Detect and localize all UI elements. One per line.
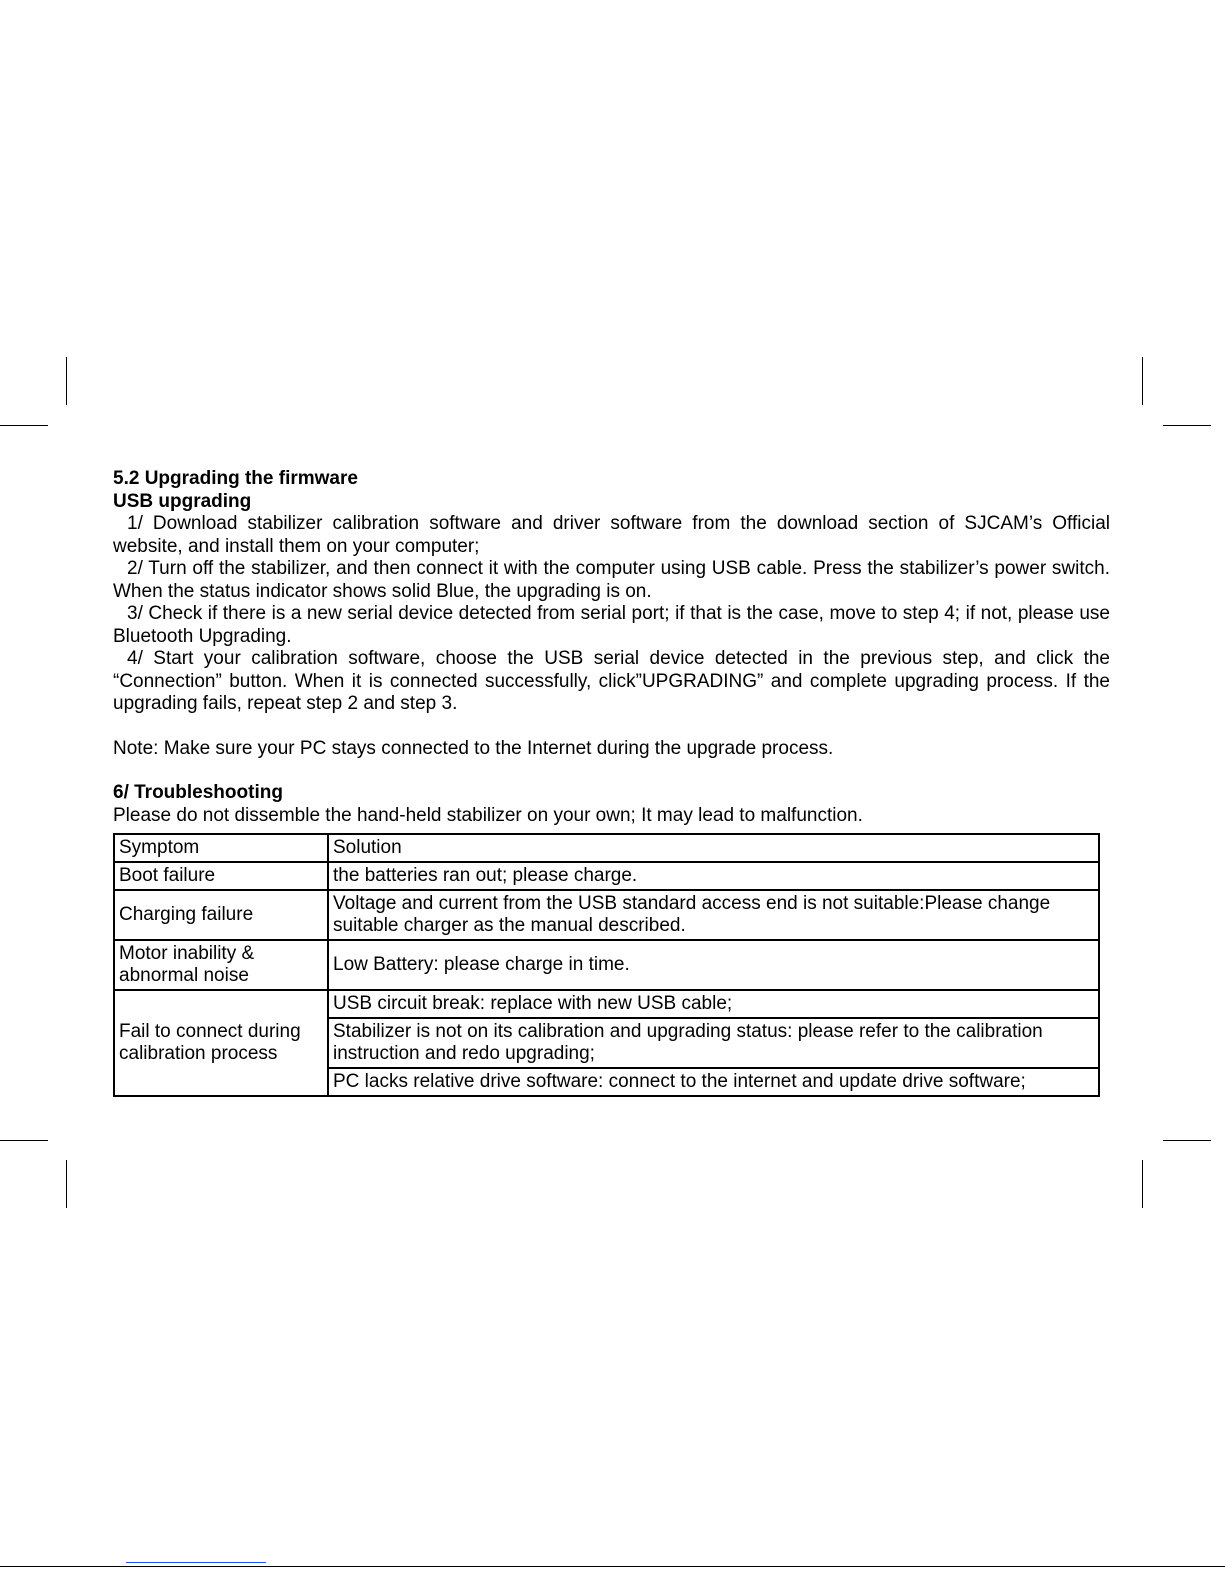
solution-cell: Low Battery: please charge in time.	[328, 940, 1099, 990]
crop-mark	[1142, 1160, 1143, 1208]
table-row	[114, 862, 1099, 890]
footer-link-line	[126, 1562, 266, 1563]
crop-mark	[0, 1140, 48, 1141]
table-row	[114, 990, 1099, 1018]
header-symptom: Symptom	[114, 834, 328, 862]
table-row	[114, 890, 1099, 940]
crop-mark	[1163, 1140, 1211, 1141]
step-3: 3/ Check if there is a new serial device detected from serial port; if that is the case, move to step 4; if not, please use Bluetooth Upgrading.	[113, 603, 1110, 647]
solution-cell: the batteries ran out; please charge.	[328, 862, 1099, 890]
crop-mark	[1142, 357, 1143, 405]
symptom-cell: Motor inability & abnormal noise	[114, 940, 328, 990]
solution-cell: Stabilizer is not on its calibration and upgrading status: please refer to the calibration instruction and redo upgrading;	[328, 1018, 1099, 1068]
table-row	[114, 940, 1099, 990]
crop-mark	[0, 425, 48, 426]
solution-cell: PC lacks relative drive software: connect to the internet and update drive software;	[328, 1068, 1099, 1096]
troubleshooting-table	[113, 833, 1100, 1097]
step-1: 1/ Download stabilizer calibration software and driver software from the download section of SJCAM’s Official website, and install them on your computer;	[113, 513, 1110, 557]
section-title: 5.2 Upgrading the firmware	[113, 468, 358, 489]
solution-cell: Voltage and current from the USB standard access end is not suitable:Please change suitable charger as the manual described.	[328, 890, 1099, 940]
troubleshooting-title: 6/ Troubleshooting	[113, 782, 283, 803]
symptom-cell: Fail to connect during calibration process	[114, 990, 328, 1096]
symptom-cell: Boot failure	[114, 862, 328, 890]
step-4: 4/ Start your calibration software, choose the USB serial device detected in the previous step, and click the “Connection” button. When it is connected successfully, click”UPGRADING” and complete upgrading process. If the upgrading fails, repeat step 2 and step 3.	[113, 648, 1110, 714]
step-2: 2/ Turn off the stabilizer, and then connect it with the computer using USB cable. Press the stabilizer’s power switch. When the status indicator shows solid Blue, the upgrading is on.	[113, 558, 1110, 602]
crop-mark	[1163, 425, 1211, 426]
footer-divider	[0, 1566, 1225, 1567]
solution-cell: USB circuit break: replace with new USB cable;	[328, 990, 1099, 1018]
note: Note: Make sure your PC stays connected to the Internet during the upgrade process.	[113, 737, 834, 759]
page-content	[113, 468, 1110, 1097]
troubleshooting-intro: Please do not dissemble the hand-held stabilizer on your own; It may lead to malfunction.	[113, 804, 863, 826]
symptom-cell: Charging failure	[114, 890, 328, 940]
crop-mark	[66, 357, 67, 405]
section-subtitle: USB upgrading	[113, 490, 252, 512]
header-solution: Solution	[328, 834, 1099, 862]
table-header-row	[114, 834, 1099, 862]
crop-mark	[66, 1160, 67, 1208]
